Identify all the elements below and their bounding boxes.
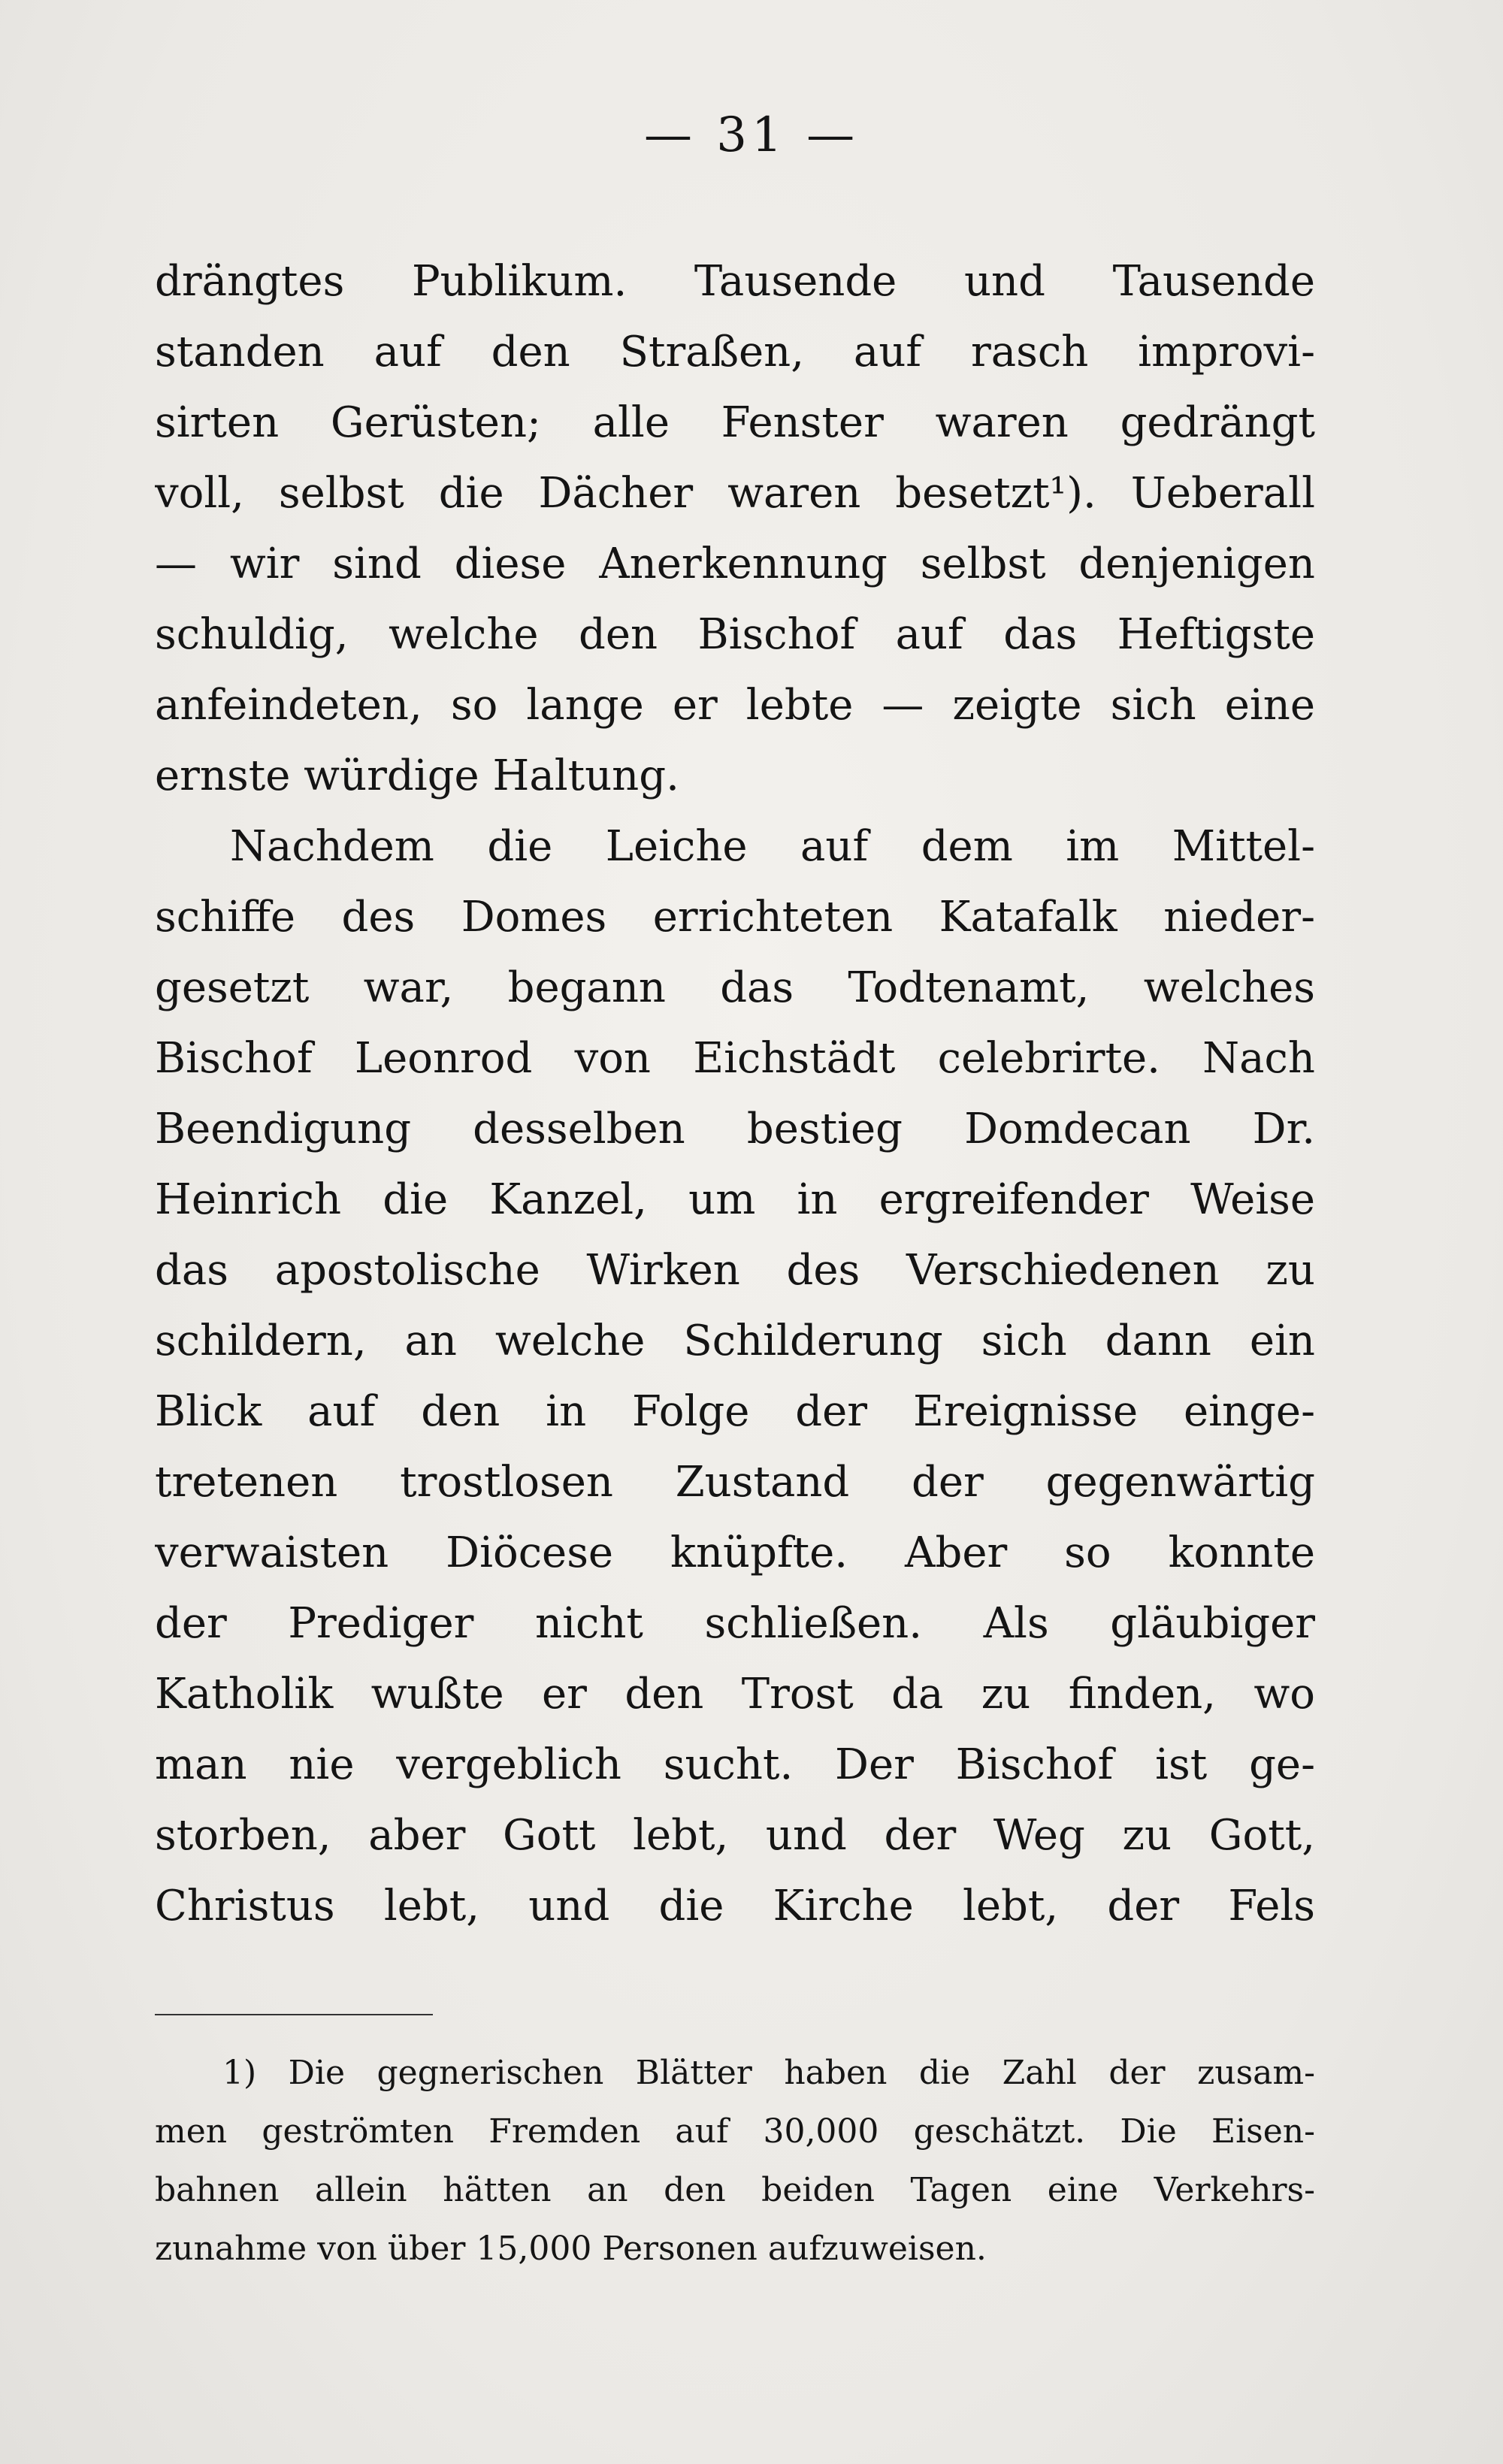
text-line: anfeindeten, so lange er lebte — zeigte sich eine	[155, 681, 1315, 730]
footnote-line: 1) Die gegnerischen Blätter haben die Zahl der zusam-	[222, 2054, 1315, 2092]
body-text	[155, 246, 1315, 1942]
text-line: voll, selbst die Dächer waren besetzt¹). Ueberall	[155, 469, 1315, 518]
text-line: — wir sind diese Anerkennung selbst denjenigen	[155, 540, 1315, 588]
text-line: Bischof Leonrod von Eichstädt celebrirte. Nach	[155, 1034, 1315, 1083]
text-line: gesetzt war, begann das Todtenamt, welches	[155, 963, 1315, 1012]
text-line: Beendigung desselben bestieg Domdecan Dr.	[155, 1105, 1315, 1153]
text-line: ernste würdige Haltung.	[155, 751, 679, 800]
text-line: drängtes Publikum. Tausende und Tausende	[155, 257, 1315, 306]
text-line: Blick auf den in Folge der Ereignisse einge-	[155, 1387, 1315, 1436]
page-number: — 31 —	[643, 107, 860, 163]
text-line: verwaisten Diöcese knüpfte. Aber so konnte	[155, 1528, 1315, 1577]
text-line: Katholik wußte er den Trost da zu finden, wo	[155, 1670, 1315, 1719]
text-line: schiffe des Domes errichteten Katafalk nieder-	[155, 893, 1315, 942]
text-line: das apostolische Wirken des Verschiedenen zu	[155, 1246, 1315, 1295]
footnote	[155, 2044, 1315, 2278]
text-line: storben, aber Gott lebt, und der Weg zu Gott,	[155, 1811, 1315, 1860]
text-line: schildern, an welche Schilderung sich dann ein	[155, 1317, 1315, 1365]
text-line: schuldig, welche den Bischof auf das Heftigste	[155, 610, 1315, 659]
footnote-line: men geströmten Fremden auf 30,000 geschätzt. Die Eisen-	[155, 2112, 1315, 2151]
text-line: der Prediger nicht schließen. Als gläubiger	[155, 1599, 1315, 1648]
footnote-divider	[155, 2014, 433, 2015]
text-line: sirten Gerüsten; alle Fenster waren gedrängt	[155, 398, 1315, 447]
text-line: Christus lebt, und die Kirche lebt, der Fels	[155, 1882, 1315, 1930]
text-line: Nachdem die Leiche auf dem im Mittel-	[230, 822, 1315, 871]
footnote-line: zunahme von über 15,000 Personen aufzuweisen.	[155, 2230, 987, 2268]
footnote-line: bahnen allein hätten an den beiden Tagen eine Verkehrs-	[155, 2171, 1315, 2209]
text-line: man nie vergeblich sucht. Der Bischof ist ge-	[155, 1740, 1315, 1789]
text-line: Heinrich die Kanzel, um in ergreifender Weise	[155, 1175, 1315, 1224]
text-line: tretenen trostlosen Zustand der gegenwärtig	[155, 1458, 1315, 1507]
text-line: standen auf den Straßen, auf rasch improvi-	[155, 328, 1315, 376]
